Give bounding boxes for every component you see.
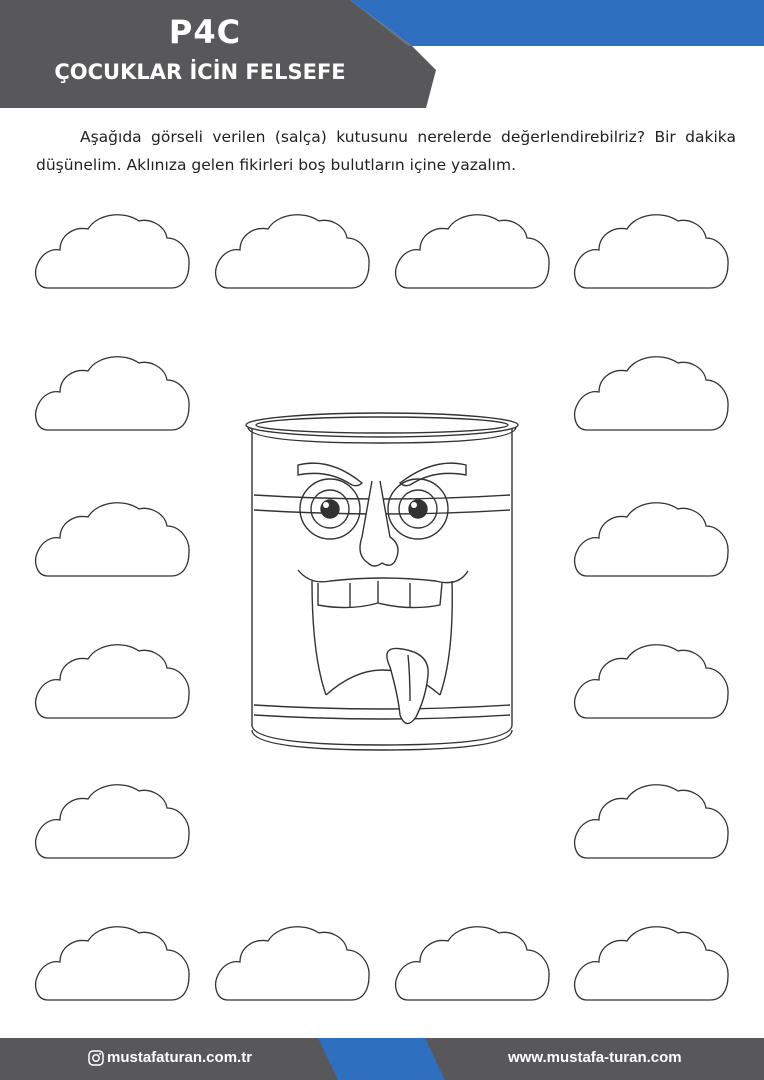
instagram-icon — [88, 1050, 104, 1066]
answer-cloud[interactable] — [33, 496, 193, 578]
answer-cloud[interactable] — [393, 208, 553, 290]
tomato-paste-can-face-icon — [240, 405, 525, 755]
answer-cloud[interactable] — [572, 638, 732, 720]
answer-cloud[interactable] — [572, 208, 732, 290]
answer-cloud[interactable] — [572, 778, 732, 860]
answer-cloud[interactable] — [33, 208, 193, 290]
instructions-text: Aşağıda görseli verilen (salça) kutusunu nerelerde değerlendirebilriz? Bir dakika düşünelim. Aklınıza gelen fikirleri boş bulutların içine yazalım. — [36, 128, 736, 174]
instagram-handle: mustafaturan.com.tr — [107, 1049, 253, 1066]
answer-cloud[interactable] — [33, 778, 193, 860]
answer-cloud[interactable] — [572, 920, 732, 1002]
page-title: P4C — [168, 13, 242, 51]
answer-cloud[interactable] — [33, 350, 193, 432]
answer-cloud[interactable] — [33, 920, 193, 1002]
header-banner — [0, 0, 764, 108]
answer-cloud[interactable] — [572, 496, 732, 578]
answer-cloud[interactable] — [572, 350, 732, 432]
answer-cloud[interactable] — [33, 638, 193, 720]
answer-cloud[interactable] — [213, 920, 373, 1002]
instagram-link[interactable] — [88, 1049, 252, 1066]
answer-cloud[interactable] — [213, 208, 373, 290]
answer-cloud[interactable] — [393, 920, 553, 1002]
page-subtitle: ÇOCUKLAR İCİN FELSEFE — [54, 60, 346, 84]
website-link[interactable]: www.mustafa-turan.com — [508, 1049, 682, 1066]
